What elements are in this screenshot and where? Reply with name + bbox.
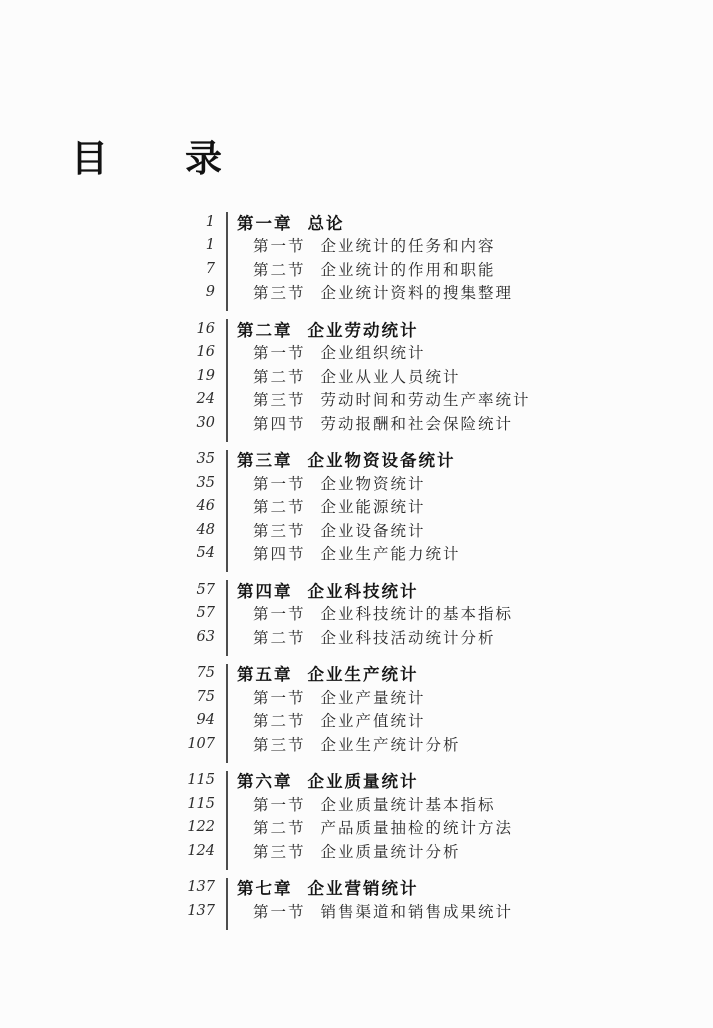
section-title: 企业科技活动统计分析 xyxy=(320,628,496,647)
section-label: 第三节 xyxy=(253,842,306,861)
page-number: 57 xyxy=(196,605,215,622)
toc-section-row xyxy=(0,471,713,495)
chapter-entry xyxy=(237,578,419,602)
toc-chapter-row xyxy=(0,578,713,602)
section-entry xyxy=(253,626,496,648)
section-entry xyxy=(253,388,531,410)
chapter-label: 第六章 xyxy=(237,772,293,792)
page-number: 137 xyxy=(187,902,215,919)
page-number: 7 xyxy=(205,260,215,277)
chapter-label: 第四章 xyxy=(237,581,293,601)
chapter-entry xyxy=(237,661,419,685)
chapter-label: 第一章 xyxy=(237,213,293,233)
section-label: 第三节 xyxy=(253,391,306,410)
chapter-title: 企业物资设备统计 xyxy=(307,451,456,471)
section-label: 第三节 xyxy=(253,521,306,540)
toc-chapter-row xyxy=(0,769,713,793)
page-number: 115 xyxy=(187,772,215,789)
section-label: 第二节 xyxy=(253,712,306,731)
section-entry xyxy=(253,495,426,517)
toc-section-row xyxy=(0,602,713,626)
chapter-entry xyxy=(237,447,456,471)
page-number: 122 xyxy=(187,819,215,836)
chapter-title: 企业生产统计 xyxy=(307,665,419,685)
section-title: 企业物资统计 xyxy=(320,474,426,493)
page-number: 16 xyxy=(196,344,215,361)
page-number: 46 xyxy=(196,498,215,515)
toc-chapter-block xyxy=(0,876,713,923)
section-entry xyxy=(253,234,496,256)
toc-section-row xyxy=(0,685,713,709)
toc-chapter-row xyxy=(0,317,713,341)
section-entry xyxy=(253,472,426,494)
toc xyxy=(0,210,713,936)
chapter-title: 企业科技统计 xyxy=(307,581,419,601)
toc-chapter-block xyxy=(0,448,713,566)
section-label: 第一节 xyxy=(253,902,306,921)
page-number: 57 xyxy=(196,581,215,598)
toc-chapter-row xyxy=(0,210,713,234)
page-number: 94 xyxy=(196,712,215,729)
section-entry xyxy=(253,519,426,541)
section-label: 第四节 xyxy=(253,414,306,433)
page-number: 75 xyxy=(196,665,215,682)
section-label: 第二节 xyxy=(253,628,306,647)
toc-chapter-row xyxy=(0,448,713,472)
section-label: 第一节 xyxy=(253,474,306,493)
section-title: 销售渠道和销售成果统计 xyxy=(320,902,514,921)
section-title: 企业组织统计 xyxy=(320,344,426,363)
section-entry xyxy=(253,686,426,708)
toc-section-row xyxy=(0,364,713,388)
toc-section-row xyxy=(0,792,713,816)
page-number: 1 xyxy=(205,237,215,254)
section-label: 第三节 xyxy=(253,284,306,303)
section-title: 企业生产能力统计 xyxy=(320,545,461,564)
page-number: 124 xyxy=(187,842,215,859)
page-number: 24 xyxy=(196,391,215,408)
page-number: 30 xyxy=(196,414,215,431)
chapter-title: 企业质量统计 xyxy=(307,772,419,792)
page-number: 16 xyxy=(196,320,215,337)
section-entry xyxy=(253,900,513,922)
section-entry xyxy=(253,542,461,564)
section-label: 第三节 xyxy=(253,735,306,754)
section-entry xyxy=(253,412,513,434)
page-number: 54 xyxy=(196,545,215,562)
chapter-entry xyxy=(237,210,345,234)
chapter-label: 第三章 xyxy=(237,451,293,471)
section-entry xyxy=(253,840,461,862)
section-title: 企业统计资料的搜集整理 xyxy=(320,284,514,303)
section-entry xyxy=(253,281,513,303)
section-entry xyxy=(253,793,496,815)
page-number: 115 xyxy=(187,795,215,812)
chapter-title: 企业营销统计 xyxy=(307,879,419,899)
page-number: 35 xyxy=(196,474,215,491)
toc-section-row xyxy=(0,281,713,305)
section-label: 第一节 xyxy=(253,344,306,363)
section-label: 第二节 xyxy=(253,819,306,838)
toc-section-row xyxy=(0,839,713,863)
toc-section-row xyxy=(0,816,713,840)
toc-section-row xyxy=(0,411,713,435)
section-title: 企业统计的任务和内容 xyxy=(320,237,496,256)
section-label: 第一节 xyxy=(253,688,306,707)
chapter-title: 企业劳动统计 xyxy=(307,320,419,340)
page-title: 目 录 xyxy=(71,137,223,180)
toc-section-row xyxy=(0,234,713,258)
section-title: 企业产量统计 xyxy=(320,688,426,707)
page-number: 48 xyxy=(196,521,215,538)
toc-chapter-block xyxy=(0,662,713,756)
section-title: 企业生产统计分析 xyxy=(320,735,461,754)
chapter-entry xyxy=(237,875,419,899)
page-number: 107 xyxy=(187,735,215,752)
toc-section-row xyxy=(0,542,713,566)
section-title: 产品质量抽检的统计方法 xyxy=(320,819,514,838)
section-title: 劳动时间和劳动生产率统计 xyxy=(320,391,531,410)
toc-section-row xyxy=(0,495,713,519)
section-entry xyxy=(253,733,461,755)
toc-section-row xyxy=(0,518,713,542)
section-title: 企业产值统计 xyxy=(320,712,426,731)
section-label: 第一节 xyxy=(253,237,306,256)
toc-section-row xyxy=(0,257,713,281)
section-title: 劳动报酬和社会保险统计 xyxy=(320,414,514,433)
toc-chapter-row xyxy=(0,662,713,686)
section-label: 第二节 xyxy=(253,498,306,517)
section-label: 第二节 xyxy=(253,367,306,386)
page-number: 35 xyxy=(196,451,215,468)
chapter-label: 第七章 xyxy=(237,879,293,899)
page-number: 75 xyxy=(196,688,215,705)
toc-section-row xyxy=(0,625,713,649)
section-title: 企业从业人员统计 xyxy=(320,367,461,386)
section-title: 企业能源统计 xyxy=(320,498,426,517)
page-number: 9 xyxy=(205,284,215,301)
toc-chapter-row xyxy=(0,876,713,900)
section-title: 企业统计的作用和职能 xyxy=(320,260,496,279)
section-entry xyxy=(253,602,513,624)
toc-section-row xyxy=(0,341,713,365)
chapter-title: 总论 xyxy=(307,213,345,233)
page-number: 63 xyxy=(196,628,215,645)
chapter-label: 第五章 xyxy=(237,665,293,685)
section-entry xyxy=(253,709,426,731)
section-label: 第一节 xyxy=(253,605,306,624)
chapter-entry xyxy=(237,317,419,341)
section-entry xyxy=(253,365,461,387)
section-label: 第一节 xyxy=(253,795,306,814)
page-number: 19 xyxy=(196,367,215,384)
chapter-entry xyxy=(237,768,419,792)
section-label: 第二节 xyxy=(253,260,306,279)
toc-chapter-block xyxy=(0,317,713,435)
page-number: 137 xyxy=(187,879,215,896)
toc-section-row xyxy=(0,709,713,733)
toc-section-row xyxy=(0,388,713,412)
toc-chapter-block xyxy=(0,210,713,304)
section-title: 企业质量统计基本指标 xyxy=(320,795,496,814)
section-entry xyxy=(253,258,496,280)
section-title: 企业质量统计分析 xyxy=(320,842,461,861)
section-label: 第四节 xyxy=(253,545,306,564)
toc-chapter-block xyxy=(0,769,713,863)
section-entry xyxy=(253,816,513,838)
section-entry xyxy=(253,341,426,363)
chapter-label: 第二章 xyxy=(237,320,293,340)
toc-section-row xyxy=(0,899,713,923)
section-title: 企业科技统计的基本指标 xyxy=(320,605,514,624)
section-title: 企业设备统计 xyxy=(320,521,426,540)
page-number: 1 xyxy=(205,213,215,230)
toc-chapter-block xyxy=(0,578,713,649)
toc-section-row xyxy=(0,732,713,756)
